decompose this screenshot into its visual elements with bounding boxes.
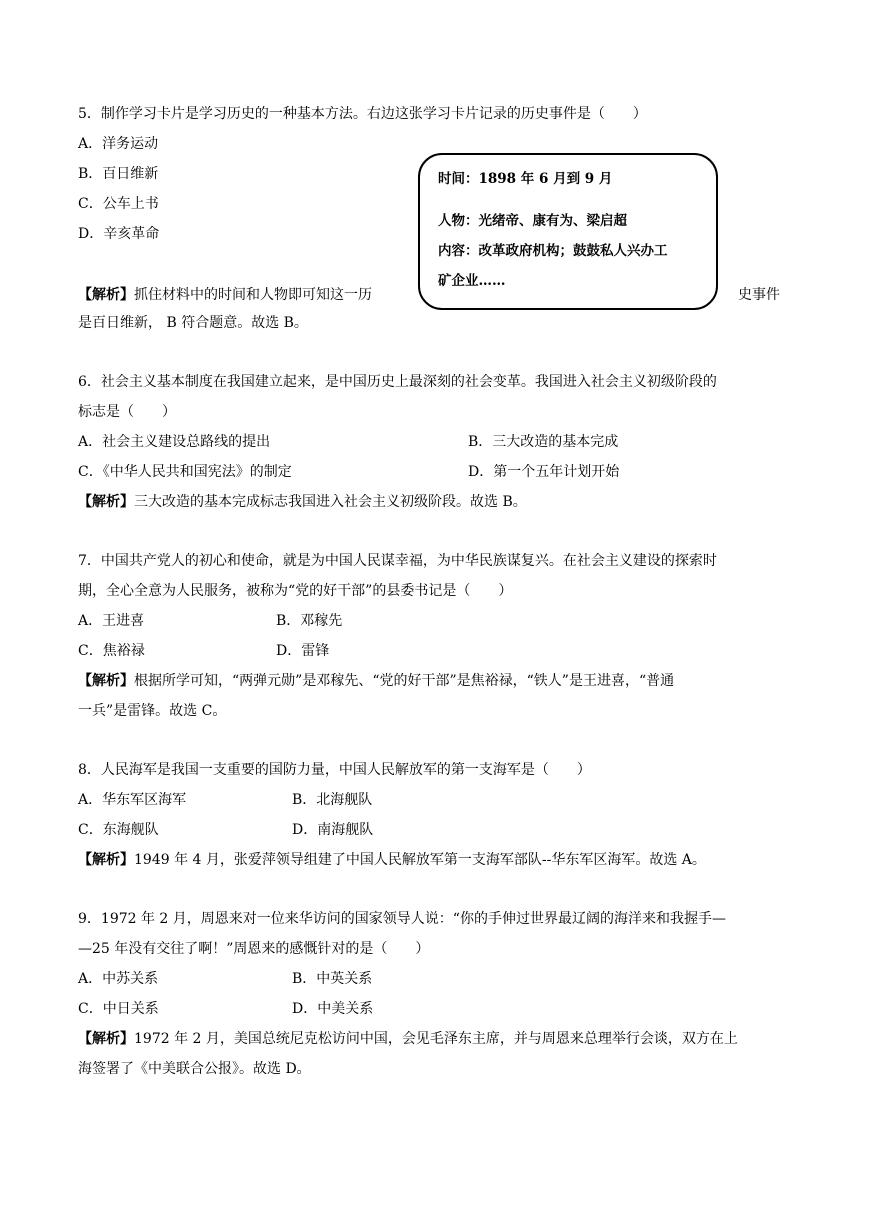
analysis-tag: 【解析】	[78, 287, 134, 303]
q9-analysis-text: 1972 年 2 月，美国总统尼克松访问中国，会见毛泽东主席，并与周恩来总理举行会谈，双方在上	[134, 1031, 738, 1047]
card-content-line1: 内容：改革政府机构；鼓鼓私人兴办工	[438, 243, 668, 259]
q5-option-b: B．百日维新	[78, 166, 159, 182]
q5-option-d: D．辛亥革命	[78, 226, 160, 242]
q9-stem-line1: 9．1972 年 2 月，周恩来对一位来华访问的国家领导人说：“你的手伸过世界最辽阔的海洋来和我握手—	[78, 911, 726, 927]
q5-option-a: A．洋务运动	[78, 136, 159, 152]
q6-option-b: B．三大改造的基本完成	[468, 434, 619, 450]
q9-option-b: B．中英关系	[292, 971, 373, 987]
analysis-tag: 【解析】	[78, 1031, 134, 1047]
q7-stem-line2: 期，全心全意为人民服务，被称为“党的好干部”的县委书记是（ ）	[78, 583, 513, 599]
analysis-tag: 【解析】	[78, 494, 134, 510]
q6-stem-line2: 标志是（ ）	[78, 404, 176, 420]
q8-option-d: D．南海舰队	[292, 822, 374, 838]
q6-stem-line1: 6．社会主义基本制度在我国建立起来，是中国历史上最深刻的社会变革。我国进入社会主义初级阶段的	[78, 374, 717, 390]
q7-option-c: C．焦裕禄	[78, 643, 145, 659]
q5-stem: 5．制作学习卡片是学习历史的一种基本方法。右边这张学习卡片记录的历史事件是（ ）	[78, 106, 647, 122]
q8-analysis-text: 1949 年 4 月，张爱萍领导组建了中国人民解放军第一支海军部队--华东军区海军。故选 A。	[134, 852, 706, 868]
q6-option-d: D．第一个五年计划开始	[468, 464, 620, 480]
q7-option-d: D．雷锋	[276, 643, 330, 659]
q7-stem-line1: 7．中国共产党人的初心和使命，就是为中国人民谋幸福，为中华民族谋复兴。在社会主义建设的探索时	[78, 553, 717, 569]
q9-option-c: C．中日关系	[78, 1001, 159, 1017]
q9-stem-line2: —25 年没有交往了啊！”周恩来的感慨针对的是（ ）	[78, 941, 430, 957]
q9-analysis-line1	[78, 1029, 738, 1049]
study-card	[418, 153, 718, 310]
q7-analysis-line2: 一兵”是雷锋。故选 C。	[78, 703, 227, 719]
q8-option-b: B．北海舰队	[292, 792, 373, 808]
q7-analysis-line1	[78, 671, 674, 691]
analysis-tag: 【解析】	[78, 673, 134, 689]
q6-analysis-text: 三大改造的基本完成标志我国进入社会主义初级阶段。故选 B。	[134, 494, 527, 510]
q9-analysis-line2: 海签署了《中美联合公报》。故选 D。	[78, 1061, 311, 1077]
q5-analysis-line1-end: 史事件	[738, 287, 780, 303]
q7-option-b: B．邓稼先	[276, 613, 343, 629]
q5-analysis-line2: 是百日维新， B 符合题意。故选 B。	[78, 315, 308, 331]
q5-analysis-line1	[78, 285, 372, 305]
card-time: 时间：1898 年 6 月到 9 月	[438, 171, 613, 187]
card-people: 人物：光绪帝、康有为、梁启超	[438, 213, 627, 229]
analysis-tag: 【解析】	[78, 852, 134, 868]
q8-stem: 8．人民海军是我国一支重要的国防力量，中国人民解放军的第一支海军是（ ）	[78, 762, 591, 778]
q9-option-d: D．中美关系	[292, 1001, 374, 1017]
q7-analysis-text: 根据所学可知，“两弹元勋”是邓稼先、“党的好干部”是焦裕禄，“铁人”是王进喜，“普通	[134, 673, 675, 689]
q8-option-c: C．东海舰队	[78, 822, 159, 838]
card-content-line2: 矿企业……	[438, 273, 506, 289]
q5-analysis-text: 抓住材料中的时间和人物即可知这一历	[134, 287, 372, 303]
q5-option-c: C．公车上书	[78, 196, 159, 212]
q8-analysis	[78, 850, 706, 870]
q7-option-a: A．王进喜	[78, 613, 145, 629]
q6-option-a: A．社会主义建设总路线的提出	[78, 434, 271, 450]
q9-option-a: A．中苏关系	[78, 971, 159, 987]
q8-option-a: A．华东军区海军	[78, 792, 187, 808]
q6-analysis	[78, 492, 527, 512]
q6-option-c: C．《中华人民共和国宪法》的制定	[78, 464, 292, 480]
